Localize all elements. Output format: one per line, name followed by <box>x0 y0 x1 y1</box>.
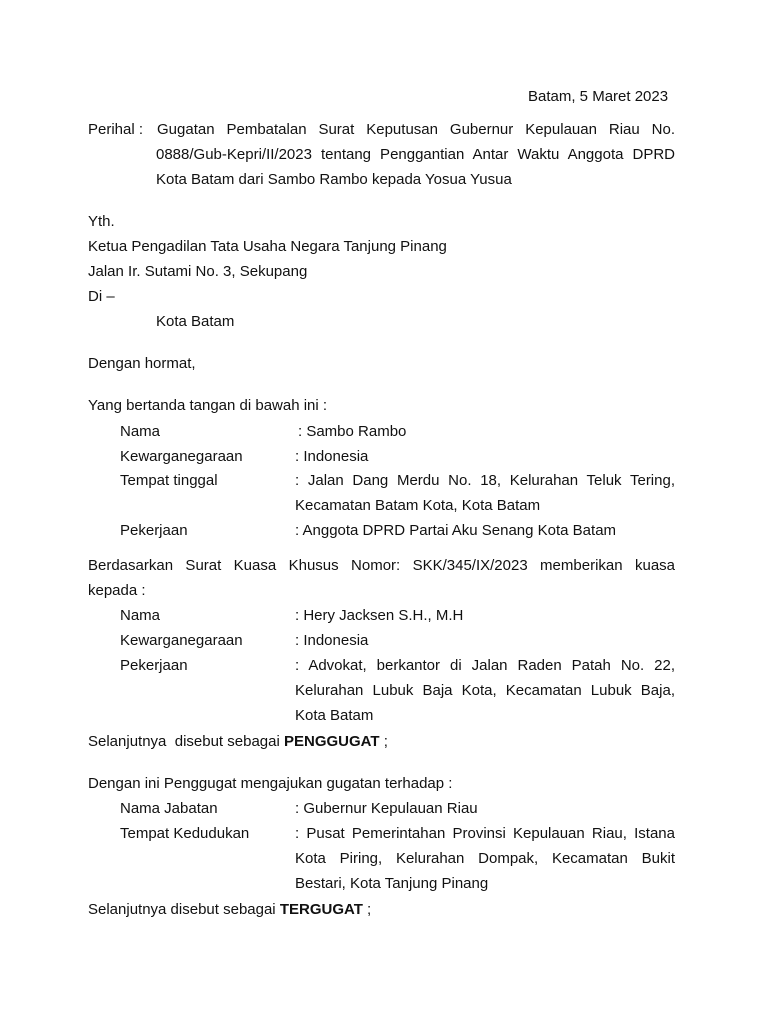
place-date: Batam, 5 Maret 2023 <box>528 88 669 105</box>
attorney-occupation-label: Pekerjaan <box>120 657 188 674</box>
defendant-seat-value-2: Kota Piring, Kelurahan Dompak, Kecamatan Bukit <box>295 850 675 867</box>
signer-name-value: : Sambo Rambo <box>298 423 407 440</box>
addressee-street: Jalan Ir. Sutami No. 3, Sekupang <box>88 263 308 280</box>
attorney-citizenship-label: Kewarganegaraan <box>120 632 243 649</box>
tergugat-statement <box>88 901 371 919</box>
signer-citizenship-value: : Indonesia <box>295 448 369 465</box>
signer-occupation-label: Pekerjaan <box>120 522 188 539</box>
signer-residence-value-2: Kecamatan Batam Kota, Kota Batam <box>295 497 541 514</box>
defendant-title-label: Nama Jabatan <box>120 800 218 817</box>
penggugat-statement-text: Selanjutnya disebut sebagai <box>88 733 284 750</box>
gugatan-intro: Dengan ini Penggugat mengajukan gugatan terhadap : <box>88 775 453 792</box>
defendant-seat-value-3: Bestari, Kota Tanjung Pinang <box>295 875 489 892</box>
kuasa-line-2: kepada : <box>88 582 146 599</box>
perihal-line-3: Kota Batam dari Sambo Rambo kepada Yosua Yusua <box>156 171 512 188</box>
signer-citizenship-label: Kewarganegaraan <box>120 448 243 465</box>
addressee-di: Di – <box>88 288 115 305</box>
attorney-occupation-value-2: Kelurahan Lubuk Baja Kota, Kecamatan Lubuk Baja, <box>295 682 675 699</box>
defendant-seat-value-1: : Pusat Pemerintahan Provinsi Kepulauan Riau, Istana <box>295 825 675 842</box>
defendant-title-value: : Gubernur Kepulauan Riau <box>295 800 478 817</box>
yth: Yth. <box>88 213 115 230</box>
attorney-name-value: : Hery Jacksen S.H., M.H <box>295 607 464 624</box>
signer-residence-label: Tempat tinggal <box>120 472 218 489</box>
signer-intro: Yang bertanda tangan di bawah ini : <box>88 397 328 414</box>
perihal-label: Perihal : <box>88 121 144 138</box>
attorney-citizenship-value: : Indonesia <box>295 632 369 649</box>
signer-name-label: Nama <box>120 423 161 440</box>
perihal-line-2: 0888/Gub-Kepri/II/2023 tentang Penggantian Antar Waktu Anggota DPRD <box>156 146 675 163</box>
greeting: Dengan hormat, <box>88 355 196 372</box>
attorney-name-label: Nama <box>120 607 161 624</box>
penggugat-statement-end: ; <box>379 733 388 750</box>
signer-residence-value-1: : Jalan Dang Merdu No. 18, Kelurahan Teluk Tering, <box>295 472 675 489</box>
addressee-name: Ketua Pengadilan Tata Usaha Negara Tanjung Pinang <box>88 238 447 255</box>
penggugat-statement <box>88 733 388 751</box>
attorney-occupation-value-3: Kota Batam <box>295 707 374 724</box>
perihal-line-1: Gugatan Pembatalan Surat Keputusan Gubernur Kepulauan Riau No. <box>157 121 675 138</box>
addressee-city: Kota Batam <box>156 313 235 330</box>
tergugat-label: TERGUGAT <box>279 901 363 918</box>
signer-occupation-value: : Anggota DPRD Partai Aku Senang Kota Batam <box>295 522 617 539</box>
defendant-seat-label: Tempat Kedudukan <box>120 825 250 842</box>
tergugat-statement-text: Selanjutnya disebut sebagai <box>88 901 280 918</box>
penggugat-label: PENGGUGAT <box>283 733 380 750</box>
attorney-occupation-value-1: : Advokat, berkantor di Jalan Raden Patah No. 22, <box>295 657 675 674</box>
kuasa-line-1: Berdasarkan Surat Kuasa Khusus Nomor: SKK/345/IX/2023 memberikan kuasa <box>88 557 675 574</box>
tergugat-statement-end: ; <box>362 901 372 918</box>
